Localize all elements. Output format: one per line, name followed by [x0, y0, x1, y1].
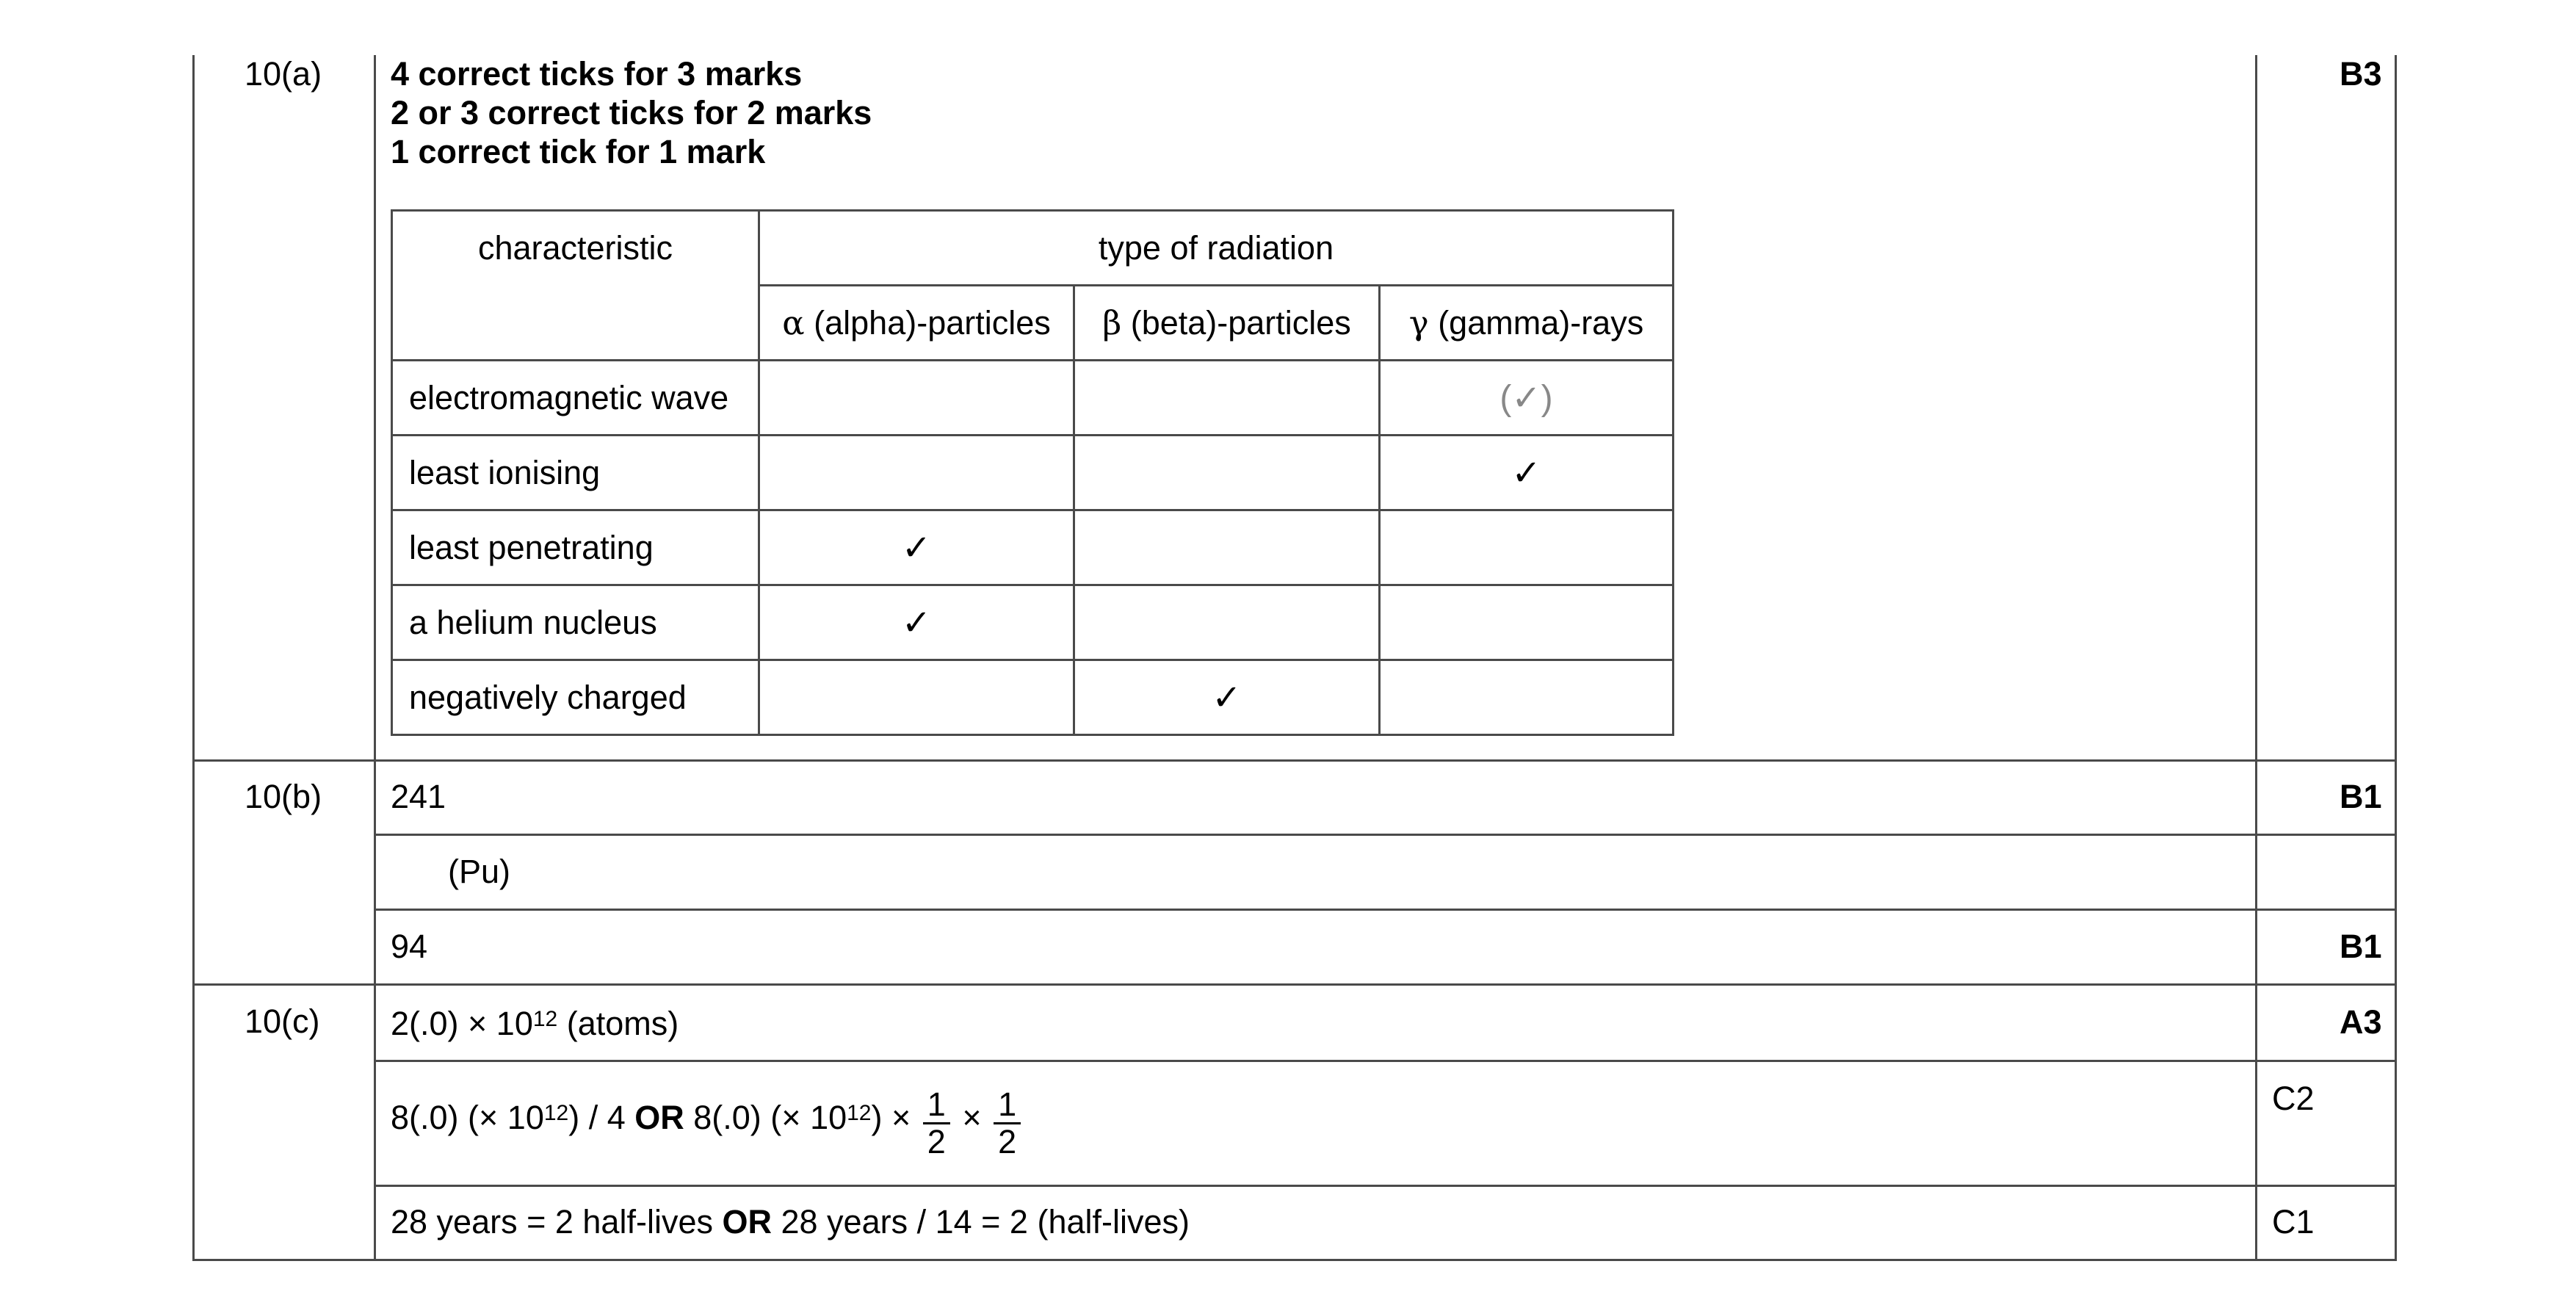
tick-cell: [759, 361, 1074, 436]
header-characteristic: [392, 211, 759, 361]
row-divider-a-b: [192, 759, 2397, 762]
row-divider-c2: [374, 1185, 2397, 1187]
tick-cell: [1074, 585, 1380, 660]
row-label-least-penetrating: least penetrating: [392, 510, 759, 585]
question-number-10c: 10(c): [245, 1003, 320, 1040]
row-divider-b-c: [192, 983, 2397, 986]
working-part2: ) / 4: [568, 1099, 635, 1136]
row-label-negatively-charged: negatively charged: [392, 660, 759, 735]
tick-cell: [759, 660, 1074, 735]
answer-atoms-post: (atoms): [557, 1005, 679, 1042]
tick-icon: ✓: [1074, 660, 1380, 735]
header-alpha-particles: [759, 286, 1074, 361]
table-row: [392, 361, 1674, 436]
row-divider-b2: [374, 909, 2397, 911]
frame-right-border: [2395, 55, 2397, 1261]
exponent: 12: [847, 1101, 872, 1125]
working-part4: ) ×: [871, 1099, 920, 1136]
beta-symbol: β: [1102, 303, 1122, 342]
radiation-tick-table: [391, 209, 1674, 736]
tick-cell: [1074, 361, 1380, 436]
table-row: [392, 660, 1674, 735]
table-row: [392, 585, 1674, 660]
mark-code-10c-line1: A3: [2340, 1003, 2382, 1041]
gamma-label: (gamma)-rays: [1428, 304, 1644, 342]
instruction-line-3: 1 correct tick for 1 mark: [391, 133, 766, 170]
answer-atoms-pre: 2(.0) × 10: [391, 1005, 533, 1042]
beta-label: (beta)-particles: [1121, 304, 1351, 342]
tick-icon: ✓: [759, 585, 1074, 660]
header-gamma-rays: [1380, 286, 1674, 361]
tick-cell: [1074, 510, 1380, 585]
mark-code-10c-line3: C1: [2272, 1203, 2315, 1240]
mark-code-10a: B3: [2340, 55, 2382, 93]
header-beta-particles: [1074, 286, 1380, 361]
working-half-lives-line: [391, 1203, 1190, 1241]
fraction-numerator: 1: [994, 1087, 1021, 1124]
mark-code-10b-line3: B1: [2340, 928, 2382, 965]
working-part1: 8(.0) (× 10: [391, 1099, 544, 1136]
instruction-line-1: 4 correct ticks for 3 marks: [391, 55, 803, 93]
tick-cell: [1380, 660, 1674, 735]
header-type-of-radiation: [759, 211, 1674, 286]
fraction-numerator: 1: [923, 1087, 950, 1124]
tick-cell: [1380, 510, 1674, 585]
exponent: 12: [532, 1007, 558, 1031]
times-sign: ×: [952, 1099, 991, 1136]
answer-nucleon-number: 241: [391, 778, 446, 815]
frame-left-border-top: [192, 55, 195, 762]
row-label-least-ionising: least ionising: [392, 436, 759, 510]
frame-bottom-border: [192, 1259, 2397, 1261]
row-label-helium-nucleus: a helium nucleus: [392, 585, 759, 660]
half-lives-part2: 28 years / 14 = 2 (half-lives): [771, 1203, 1190, 1240]
frame-qnum-divider: [374, 55, 376, 1261]
answer-element-symbol: (Pu): [448, 853, 511, 890]
header-characteristic-label: characteristic: [477, 229, 673, 267]
fraction-denominator: 2: [927, 1122, 946, 1160]
tick-icon: ✓: [759, 510, 1074, 585]
answer-proton-number: 94: [391, 928, 428, 965]
working-division-line: [391, 1077, 1024, 1158]
question-number-10a: 10(a): [245, 55, 322, 93]
row-divider-b1: [374, 834, 2397, 836]
fraction-denominator: 2: [998, 1122, 1017, 1160]
table-row: [392, 510, 1674, 585]
tick-cell: [1074, 436, 1380, 510]
alpha-label: (alpha)-particles: [804, 304, 1051, 342]
fraction-one-half: [923, 1087, 950, 1160]
table-header-row: [392, 211, 1674, 286]
mark-code-10b-line1: B1: [2340, 778, 2382, 815]
table-row: [392, 436, 1674, 510]
or-keyword: OR: [722, 1203, 772, 1240]
gamma-symbol: γ: [1408, 303, 1429, 342]
working-part3: 8(.0) (× 10: [684, 1099, 847, 1136]
tick-cell: [1380, 585, 1674, 660]
or-keyword: OR: [634, 1099, 684, 1136]
mark-code-10c-line2: C2: [2272, 1080, 2315, 1117]
frame-mark-divider: [2255, 55, 2257, 1261]
row-label-electromagnetic-wave: electromagnetic wave: [392, 361, 759, 436]
alpha-symbol: α: [782, 303, 805, 342]
tick-cell: [759, 436, 1074, 510]
header-type-label: type of radiation: [1098, 228, 1334, 267]
frame-left-border: [192, 759, 195, 1261]
half-lives-part1: 28 years = 2 half-lives: [391, 1203, 723, 1240]
question-number-10b: 10(b): [245, 778, 322, 815]
fraction-one-half: [994, 1087, 1021, 1160]
exponent: 12: [543, 1101, 569, 1125]
answer-atoms-remaining: [391, 1005, 679, 1043]
tick-icon: ✓: [1380, 436, 1674, 510]
optional-tick-icon: (✓): [1380, 361, 1674, 436]
instruction-line-2: 2 or 3 correct ticks for 2 marks: [391, 94, 872, 131]
row-divider-c1: [374, 1060, 2397, 1062]
